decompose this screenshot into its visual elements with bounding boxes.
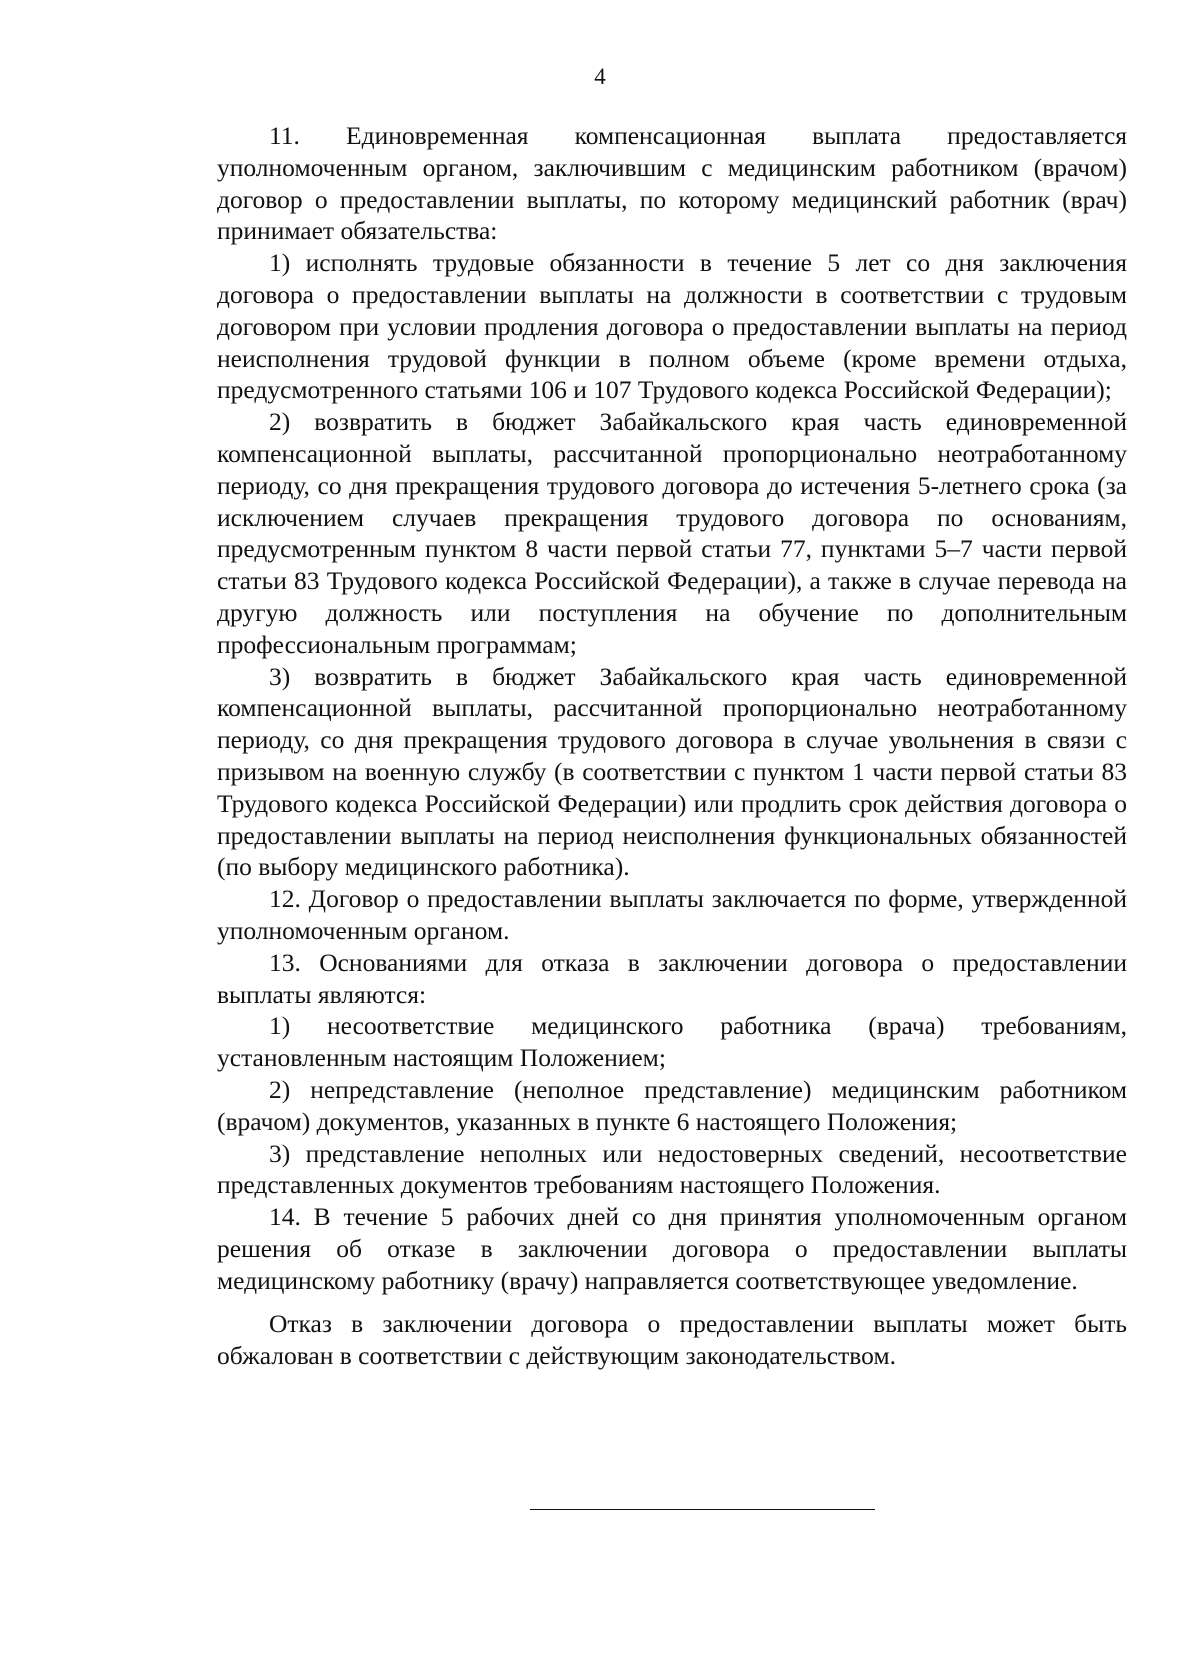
paragraph-13-item-1: 1) несоответствие медицинского работника (врача) требованиям, установленным настоящим Положением; (217, 1011, 1127, 1073)
paragraph-12: 12. Договор о предоставлении выплаты заключается по форме, утвержденной уполномоченным органом. (217, 884, 1127, 945)
end-of-document-rule (530, 1509, 875, 1510)
page-number: 4 (594, 64, 606, 89)
paragraph-13-item-2: 2) непредставление (неполное представление) медицинским работником (врачом) документов, указанных в пункте 6 настоящего Положения; (217, 1074, 1127, 1136)
paragraph-11: 11. Единовременная компенсационная выплата предоставляется уполномоченным органом, заключившим с медицинским работником (врачом) договор о предоставлении выплаты, по которому медицинский работник (врач) принимает обязательства: (217, 121, 1127, 246)
paragraph-13: 13. Основаниями для отказа в заключении договора о предоставлении выплаты являются: (217, 947, 1127, 1009)
paragraph-14: 14. В течение 5 рабочих дней со дня принятия уполномоченным органом решения об отказе в заключении договора о предоставлении выплаты медицинскому работнику (врачу) направляется соответствующее уведомление. (217, 1202, 1127, 1295)
paragraph-11-item-3: 3) возвратить в бюджет Забайкальского края часть единовременной компенсационной выплаты, рассчитанной пропорционально неотработанному периоду, со дня прекращения трудового договора в случае увольнения в связи с призывом на военную службу (в соответствии с пунктом 1 части первой статьи 83 Трудового кодекса Российской Федерации) или продлить срок действия договора о предоставлении выплаты на период неисполнения функциональных обязанностей (по выбору медицинского работника). (217, 661, 1127, 882)
paragraph-13-item-3: 3) представление неполных или недостоверных сведений, несоответствие представленных документов требованиям настоящего Положения. (217, 1138, 1127, 1200)
paragraph-11-item-1: 1) исполнять трудовые обязанности в течение 5 лет со дня заключения договора о предоставлении выплаты на должности в соответствии с трудовым договором при условии продления договора о предоставлении выплаты на период неисполнения трудовой функции в полном объеме (кроме времени отдыха, предусмотренного статьями 106 и 107 Трудового кодекса Российской Федерации); (217, 248, 1127, 405)
paragraph-appeal: Отказ в заключении договора о предоставлении выплаты может быть обжалован в соответствии с действующим законодательством. (217, 1309, 1127, 1371)
document-body (217, 120, 1127, 1372)
paragraph-11-item-2: 2) возвратить в бюджет Забайкальского края часть единовременной компенсационной выплаты, рассчитанной пропорционально неотработанному периоду, со дня прекращения трудового договора до истечения 5-летнего срока (за исключением случаев прекращения трудового договора по основаниям, предусмотренным пунктом 8 части первой статьи 77, пунктами 5–7 части первой статьи 83 Трудового кодекса Российской Федерации), а также в случае перевода на другую должность или поступления на обучение по дополнительным профессиональным программам; (217, 407, 1127, 659)
